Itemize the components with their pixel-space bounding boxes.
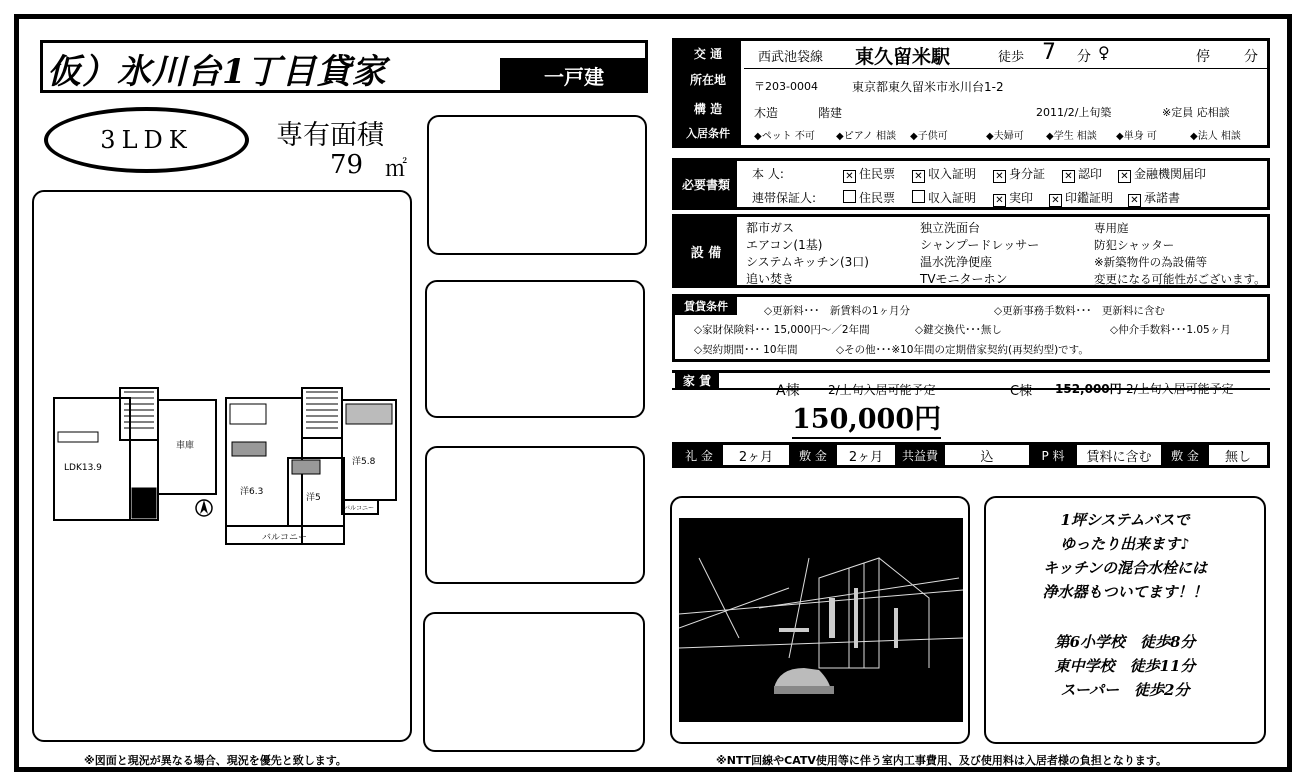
exterior-photo [679,518,963,722]
checkbox-checked-icon: ✕ [1062,170,1075,183]
facility-item: 防犯シャッター [1094,238,1175,252]
exterior-photo-image [679,518,963,722]
fee-label-deposit-2: 敷 金 [1161,445,1209,465]
walk-minutes-unit: 分 [1077,49,1091,65]
nearby-facilities [985,630,1265,702]
floor-plan-panel [32,190,412,742]
condition-couples: ◆夫婦可 [986,131,1024,142]
facilities-column-1 [746,220,869,288]
area-unit: ㎡ [385,157,408,182]
floors-label: 階建 [818,106,843,120]
facilities-label: 設 備 [675,217,737,285]
rent-building-a: A棟 [776,383,800,399]
facility-item: シャンプードレッサー [920,238,1040,252]
doc-self-1: ✕ 住民票 [843,165,895,183]
doc-self-5: ✕ 金融機関届印 [1118,165,1206,183]
term-other: ◇その他･･･※10年間の定期借家契約(再契約型)です。 [836,344,1089,356]
bus-minutes-unit: 分 [1244,49,1258,65]
checkbox-empty-icon [912,190,925,203]
term-brokerage-fee: ◇仲介手数料･･･1.05ヶ月 [1110,324,1231,336]
rent-building-a-note: 2/上旬入居可能予定 [828,383,936,397]
checkbox-checked-icon: ✕ [912,170,925,183]
facility-item: ※新築物件の為設備等 [1094,255,1208,269]
term-contract-period: ◇契約期間･･･ 10年間 [694,344,798,356]
doc-guarantor-4: ✕ 印鑑証明 [1049,189,1113,207]
walk-minutes: 7 [1042,40,1056,65]
photo-slot-2 [425,280,645,418]
property-type-badge: 一戸建 [500,58,648,93]
documents-label: 必要書類 [675,161,737,207]
bus-stop-label: 停 [1196,49,1210,65]
area-label: 専有面積 [276,120,384,151]
rent-building-c: C棟 [1010,384,1033,399]
facility-item: 都市ガス [746,221,795,235]
checkbox-checked-icon: ✕ [1049,194,1062,207]
fee-value-deposit-2: 無し [1209,445,1267,465]
doc-guarantor-2: 収入証明 [912,189,976,206]
doc-self-3: ✕ 身分証 [993,165,1045,183]
postal-code: 〒203-0004 [754,80,818,93]
doc-guarantor-3: ✕ 実印 [993,189,1033,207]
station-name: 東久留米駅 [855,46,951,68]
term-key-exchange: ◇鍵交換代･･･無し [915,324,1002,336]
footer-note-left: ※図面と現況が異なる場合、現況を優先と致します。 [84,754,347,767]
fee-value-deposit: 2ヶ月 [837,445,895,465]
term-renewal-admin-fee: ◇更新事務手数料･･･ 更新料に含む [994,305,1165,317]
label-address: 所在地 [689,73,726,87]
checkbox-checked-icon: ✕ [843,170,856,183]
rent-building-c-note: 2/上旬入居可能予定 [1126,382,1234,396]
promo-line: ゆったり出来ます♪ [1060,535,1190,553]
condition-children: ◆子供可 [910,131,948,142]
facility-item: 追い焚き [746,272,795,286]
promo-text [985,508,1265,604]
condition-single: ◆単身 可 [1116,131,1157,142]
facility-item: システムキッチン(3口) [746,255,869,269]
walk-label: 徒歩 [998,50,1025,65]
room-western-2: 洋5 [306,493,321,503]
floor-plan-drawing [34,192,410,740]
balcony-small-label: バルコニー [344,505,375,512]
condition-piano: ◆ピアノ 相談 [836,131,897,142]
promo-line: キッチンの混合水栓には [1043,559,1207,577]
checkbox-checked-icon: ✕ [993,170,1006,183]
built-date: 2011/2/上旬築 [1036,106,1112,119]
facility-item: 専用庭 [1094,221,1129,235]
facilities-column-2 [920,220,1039,288]
room-ldk: LDK13.9 [64,463,102,473]
photo-slot-4 [423,612,645,752]
facilities-column-3 [1094,220,1266,288]
facility-item: TVモニターホン [920,272,1008,286]
promo-line: 1坪システムバスで [1060,511,1190,529]
condition-pet: ◆ペット 不可 [754,131,815,142]
doc-guarantor-1: 住民票 [843,189,895,206]
condition-students: ◆学生 相談 [1046,131,1097,142]
label-transport: 交 通 [693,47,723,61]
fee-label-deposit: 敷 金 [789,445,837,465]
checkbox-empty-icon [843,190,856,203]
label-structure: 構 造 [693,102,723,116]
nearby-item: スーパー 徒歩2分 [1060,681,1190,699]
rent-label: 家 賃 [675,372,719,388]
balcony-label: バルコニー [262,533,308,543]
property-title: 仮）氷川台1丁目貸家 [47,52,387,92]
term-renewal-fee: ◇更新料･･･ 新賃料の1ヶ月分 [764,305,911,317]
doc-self-2: ✕ 収入証明 [912,165,976,183]
rent-amount: 150,000円 [792,397,941,439]
fee-label-common: 共益費 [895,445,945,465]
facility-item: 独立洗面台 [920,221,981,235]
promo-line: 浄水器もついてます！！ [1042,583,1208,601]
fee-value-parking: 賃料に含む [1077,445,1161,465]
checkbox-checked-icon: ✕ [1118,170,1131,183]
checkbox-checked-icon: ✕ [1128,194,1141,207]
info-divider [744,68,1267,69]
nearby-item: 東中学校 徒歩11分 [1054,657,1196,675]
address: 東京都東久留米市氷川台1-2 [852,80,1004,94]
checkbox-checked-icon: ✕ [993,194,1006,207]
fee-label-key-money: 礼 金 [675,445,723,465]
rent-building-c-amount: 152,000円 [1055,382,1122,396]
term-insurance: ◇家財保険料･･･ 15,000円～／2年間 [694,324,870,336]
facility-item: 変更になる可能性がございます。 [1094,272,1266,286]
label-conditions: 入居条件 [686,127,730,140]
nearby-item: 第6小学校 徒歩8分 [1054,633,1196,651]
photo-slot-1 [427,115,647,255]
room-garage: 車庫 [176,441,195,451]
documents-self-label: 本 人: [752,167,784,181]
doc-self-4: ✕ 認印 [1062,165,1102,183]
condition-corporate: ◆法人 相談 [1190,131,1241,142]
walk-person-icon: ♀ [1098,43,1110,62]
footer-note-right: ※NTT回線やCATV使用等に伴う室内工事費用、及び使用料は入居者様の負担となります。 [716,754,1168,767]
facility-item: エアコン(1基) [746,238,823,252]
photo-slot-3 [425,446,645,584]
structure: 木造 [754,106,779,120]
lease-terms-label: 賃貸条件 [675,297,737,315]
capacity-note: ※定員 応相談 [1162,106,1230,119]
fee-value-common: 込 [945,445,1029,465]
doc-guarantor-5: ✕ 承諾書 [1128,189,1180,207]
room-western-1: 洋6.3 [240,487,264,497]
layout-type-badge: 3LDK [44,107,249,173]
area-value: 79 [330,150,364,180]
fee-label-parking: P 料 [1029,445,1077,465]
facility-item: 温水洗浄便座 [920,255,993,269]
train-line: 西武池袋線 [758,50,824,65]
room-western-3: 洋5.8 [352,457,376,467]
fee-value-key-money: 2ヶ月 [723,445,789,465]
documents-guarantor-label: 連帯保証人: [752,191,817,205]
